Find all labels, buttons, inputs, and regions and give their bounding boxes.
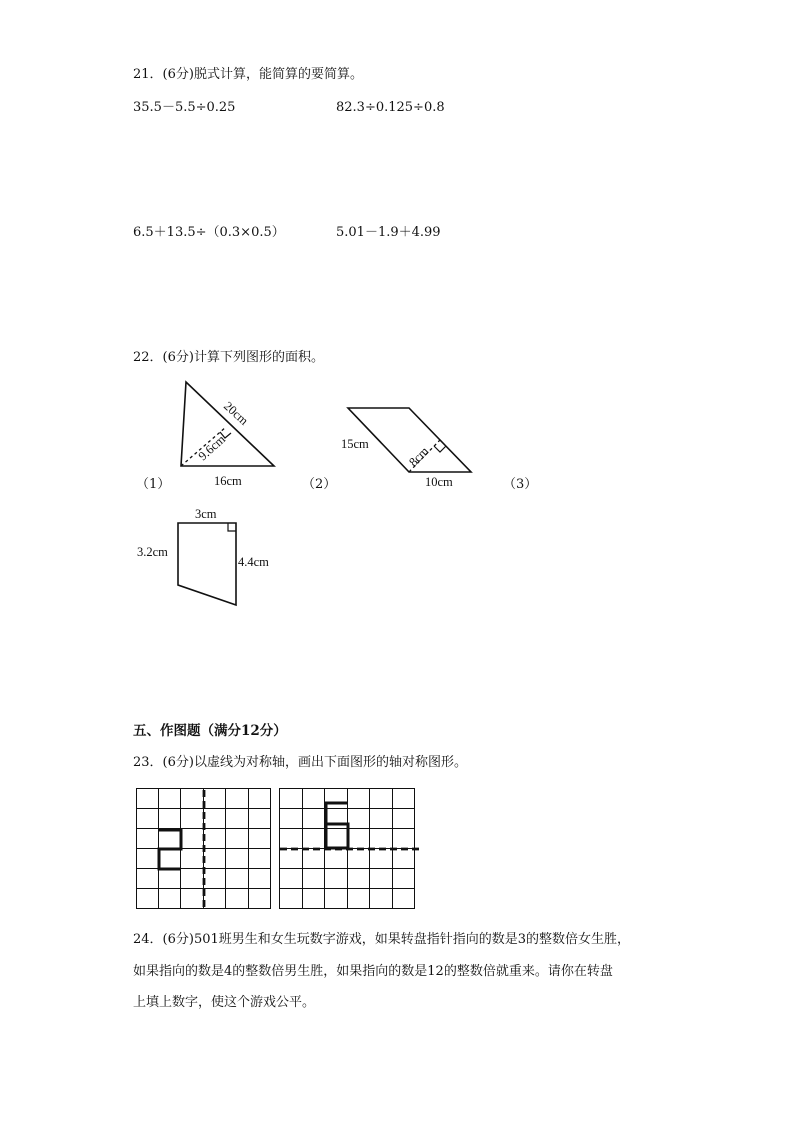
q21-title: 21．(6分)脱式计算，能简算的要简算。 bbox=[133, 67, 363, 82]
fig1-number: （1） bbox=[136, 477, 171, 492]
fig2-number: （2） bbox=[302, 477, 337, 492]
triangle-base-label: 16cm bbox=[214, 474, 242, 488]
triangle-height-label: 9.6cm bbox=[195, 432, 228, 464]
q24-line-3: 上填上数字，使这个游戏公平。 bbox=[133, 995, 316, 1010]
parallelogram-base-label: 10cm bbox=[425, 475, 453, 489]
parallelogram-figure bbox=[330, 400, 490, 500]
triangle-side-label: 20cm bbox=[220, 398, 252, 428]
trapezoid-right-label: 4.4cm bbox=[238, 555, 269, 569]
trapezoid-top-label: 3cm bbox=[195, 507, 217, 521]
fig3-number: （3） bbox=[503, 477, 538, 492]
q21-expr-3: 6.5＋13.5÷（0.3×0.5） bbox=[133, 225, 285, 240]
q21-expr-4: 5.01－1.9＋4.99 bbox=[336, 225, 441, 240]
section-5-heading: 五、作图题（满分12分） bbox=[133, 723, 287, 739]
trapezoid-figure bbox=[130, 505, 290, 615]
shape-2 bbox=[159, 830, 181, 869]
parallelogram-side-label: 15cm bbox=[341, 437, 369, 451]
q21-expr-2: 82.3÷0.125÷0.8 bbox=[336, 100, 445, 115]
grid-left[interactable] bbox=[136, 788, 273, 912]
shape-6 bbox=[326, 803, 348, 848]
q23-title: 23．(6分)以虚线为对称轴，画出下面图形的轴对称图形。 bbox=[133, 755, 467, 770]
q22-title: 22．(6分)计算下列图形的面积。 bbox=[133, 350, 324, 365]
grid-right[interactable] bbox=[279, 788, 425, 912]
q24-line-1: 24．(6分)501班男生和女生玩数字游戏，如果转盘指针指向的数是3的整数倍女生胜， bbox=[133, 932, 631, 947]
trapezoid-left-label: 3.2cm bbox=[137, 545, 168, 559]
q21-expr-1: 35.5－5.5÷0.25 bbox=[133, 100, 236, 115]
parallelogram-height-label: 8cm bbox=[406, 443, 432, 470]
q24-line-2: 如果指向的数是4的整数倍男生胜，如果指向的数是12的整数倍就重来。请你在转盘 bbox=[133, 964, 613, 979]
